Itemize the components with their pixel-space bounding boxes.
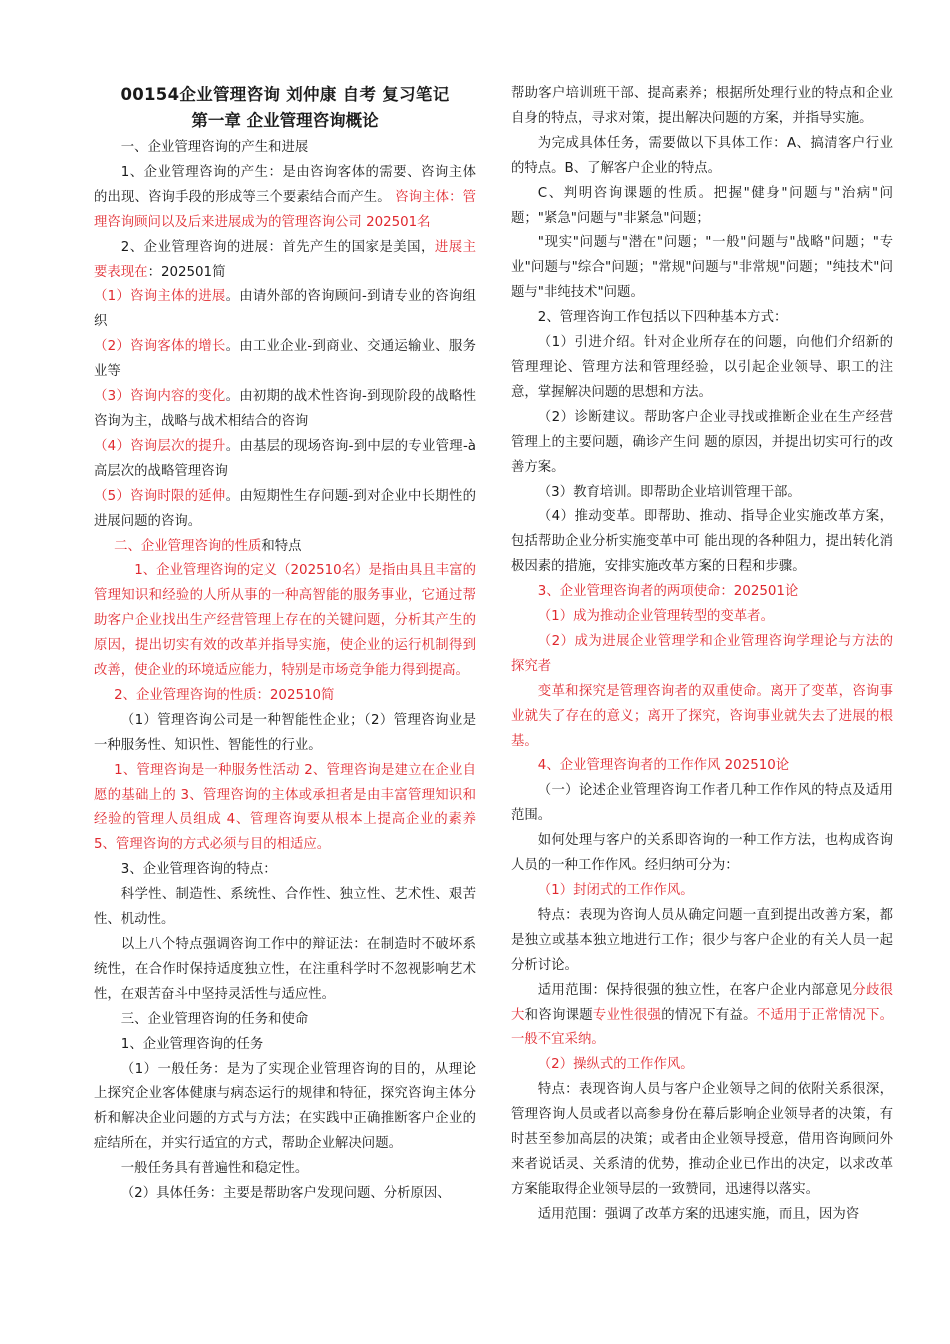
paragraph: 特点：表现为咨询人员从确定问题一直到提出改善方案，都是独立或基本独立地进行工作；很少与客户企业的有关人员一起分析讨论。	[511, 907, 893, 973]
list-item: （3）咨询内容的变化。由初期的战术性咨询-到现阶段的战略性咨询为主，战略与战术相结合的咨询	[94, 389, 476, 429]
paragraph: 特点：表现咨询人员与客户企业领导之间的依附关系很深，管理咨询人员或者以高参身份在幕后影响企业领导者的决策，有时甚至参加高层的决策；或者由企业领导授意，借用咨询顾问外来者说话灵、关系清的优势，推动企业已作出的决定，以求改革方案能取得企业领导层的一致赞同，迅速得以落实。	[511, 1082, 893, 1197]
paragraph: 3、企业管理咨询者的两项使命：202501论	[537, 584, 799, 600]
paragraph: 如何处理与客户的关系即咨询的一种工作方法，也构成咨询人员的一种工作作风。经归纳可分为：	[511, 833, 893, 874]
paragraph: （3）教育培训。即帮助企业培训管理干部。	[537, 484, 801, 500]
paragraph: 3、企业管理咨询的特点：	[120, 862, 277, 878]
paragraph: （2）成为进展企业管理学和企业管理咨询学理论与方法的探究者	[511, 633, 893, 674]
section-heading: 三、企业管理咨询的任务和使命	[120, 1011, 309, 1027]
list-item: （4）咨询层次的提升。由基层的现场咨询-到中层的专业管理-à高层次的战略管理咨询	[94, 438, 476, 479]
left-column	[94, 82, 476, 1207]
paragraph: （2）具体任务：主要是帮助客户发现问题、分析原因、	[120, 1186, 451, 1202]
paragraph: "现实"问题与"潜在"问题；"一般"问题与"战略"问题；"专业"问题与"综合"问题；"常规"问题与"非常规"问题；"纯技术"问题与"非纯技术"问题。	[511, 235, 893, 301]
paragraph: （2）诊断建议。帮助客户企业寻找或推断企业在生产经营管理上的主要问题，确诊产生问 题的原因，并提出切实可行的改善方案。	[511, 409, 893, 475]
list-item: （1）咨询主体的进展。由请外部的咨询顾问-到请专业的咨询组织	[94, 289, 476, 330]
paragraph: （1）引进介绍。针对企业所存在的问题，向他们介绍新的管理理论、管理方法和管理经验，以引起企业领导、职工的注意，掌握解决问题的思想和方法。	[511, 335, 893, 400]
paragraph: （1）封闭式的工作作风。	[537, 883, 694, 898]
paragraph: 适用范围：强调了改革方案的迅速实施，而且，因为咨	[537, 1206, 860, 1222]
paragraph: 1、企业管理咨询的产生：是由咨询客体的需要、咨询主体的出现、咨询手段的形成等三个要素结合而产生。 咨询主体：管理咨询顾问以及后来进展成为的管理咨询公司 202501名	[94, 164, 476, 230]
document-title: 00154企业管理咨询 刘仲康 自考 复习笔记	[120, 85, 450, 104]
list-item: （5）咨询时限的延伸。由短期性生存问题-到对企业中长期性的进展问题的咨询。	[94, 488, 476, 529]
paragraph: （1）管理咨询公司是一种智能性企业；（2）管理咨询业是一种服务性、知识性、智能性的行业。	[94, 712, 476, 753]
paragraph: 适用范围：保持很强的独立性，在客户企业内部意见分歧很大和咨询课题专业性很强的情况下有益。不适用于正常情况下。一般不宜采纳。	[511, 982, 894, 1048]
paragraph: （1）成为推动企业管理转型的变革者。	[537, 609, 774, 625]
paragraph: 1、管理咨询是一种服务性活动 2、管理咨询是建立在企业自愿的基础上的 3、管理咨询的主体或承担者是由丰富管理知识和经验的管理人员组成 4、管理咨询要从根本上提高企业的素养 5、管理咨询的方式必须与目的相适应。	[94, 762, 476, 853]
paragraph: 变革和探究是管理咨询者的双重使命。离开了变革，咨询事业就失了存在的意义；离开了探究，咨询事业就失去了进展的根基。	[511, 683, 893, 749]
paragraph: （一）论述企业管理咨询工作者几种工作作风的特点及适用范围。	[511, 783, 893, 824]
paragraph: 一般任务具有普遍性和稳定性。	[120, 1161, 309, 1177]
list-item: （2）咨询客体的增长。由工业企业-到商业、交通运输业、服务业等	[94, 339, 476, 380]
paragraph: 以上八个特点强调咨询工作中的辩证法：在制造时不破坏系统性，在合作时保持适度独立性，在注重科学时不忽视影响艺术性，在艰苦奋斗中坚持灵活性与适应性。	[94, 937, 476, 1002]
paragraph: 2、管理咨询工作包括以下四种基本方式：	[537, 310, 788, 326]
paragraph: 2、企业管理咨询的性质：202510简	[114, 687, 335, 703]
section-heading: 一、企业管理咨询的产生和进展	[120, 140, 309, 155]
right-column	[511, 82, 893, 1228]
paragraph: 帮助客户培训班干部、提高素养；根据所处理行业的特点和企业自身的特点，寻求对策，提出解决问题的方案，并指导实施。	[511, 86, 893, 126]
section-heading: 二、企业管理咨询的性质和特点	[114, 538, 302, 554]
paragraph: 4、企业管理咨询者的工作作风 202510论	[537, 758, 790, 774]
chapter-title: 第一章 企业管理咨询概论	[191, 111, 379, 130]
paragraph: 1、企业管理咨询的定义（202510名）是指由具且丰富的管理知识和经验的人所从事的一种高智能的服务事业，它通过帮助客户企业找出生产经营管理上存在的关键问题，分析其产生的原因，提出切实有效的改革并指导实施，使企业的运行机制得到改善，使企业的环境适应能力，特别是市场竞争能力得到提高。	[94, 563, 476, 679]
paragraph: 2、企业管理咨询的进展：首先产生的国家是美国，进展主要表现在：202501简	[94, 239, 476, 280]
paragraph: （4）推动变革。即帮助、推动、指导企业实施改革方案，包括帮助企业分析实施变革中可 能出现的各种阻力，提出转化消极因素的措施，安排实施改革方案的日程和步骤。	[511, 509, 893, 575]
paragraph: 1、企业管理咨询的任务	[120, 1036, 264, 1052]
paragraph: C、判明咨询课题的性质。把握"健身"问题与"治病"问题；"紧急"问题与"非紧急"问题；	[511, 185, 893, 226]
paragraph: （1）一般任务：是为了实现企业管理咨询的目的，从理论上探究企业客体健康与病态运行的规律和特征，探究咨询主体分析和解决企业问题的方式与方法；在实践中正确推断客户企业的症结所在，并实行适宜的方式，帮助企业解决问题。	[94, 1061, 476, 1152]
paragraph: 为完成具体任务，需要做以下具体工作：A、搞清客户行业的特点。B、了解客户企业的特点。	[511, 135, 893, 176]
paragraph: 科学性、制造性、系统性、合作性、独立性、艺术性、艰苦性、机动性。	[94, 887, 476, 928]
paragraph: （2）操纵式的工作作风。	[537, 1057, 694, 1073]
